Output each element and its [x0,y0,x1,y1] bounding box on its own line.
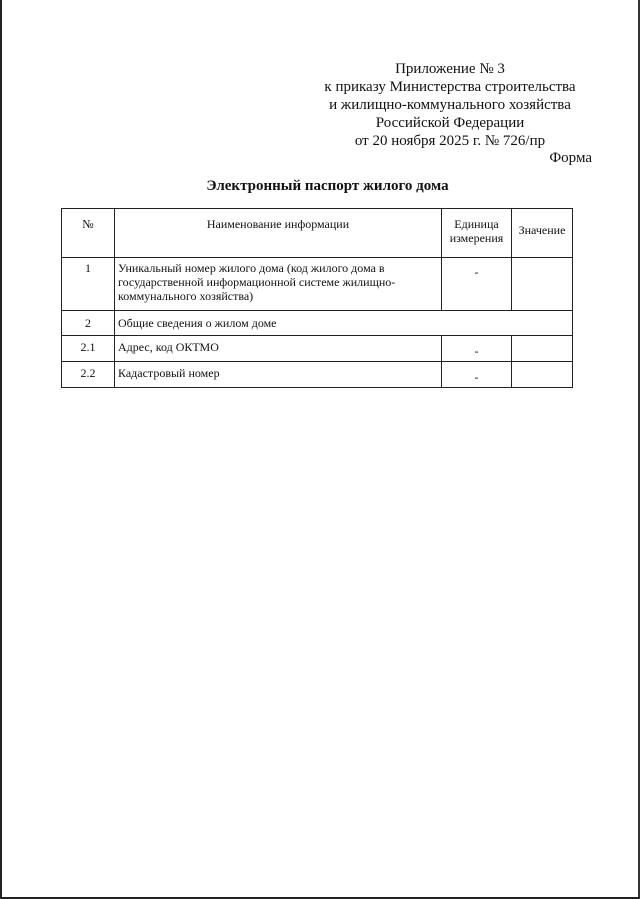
header-name: Наименование информации [115,209,442,258]
section-name: Общие сведения о жилом доме [115,311,573,336]
row-number: 2.1 [62,336,115,362]
document-title: Электронный паспорт жилого дома [206,178,449,194]
table-header-row [62,209,573,258]
table-section-row [62,311,573,336]
header-number: № [62,209,115,258]
table-row [62,258,573,311]
row-name: Кадастровый номер [115,362,442,388]
row-value [512,258,573,311]
header-unit: Единица измерения [442,209,512,258]
page-edge-left [0,0,2,899]
row-name: Уникальный номер жилого дома (код жилого дома в государственной информационной системе жилищно-коммунального хозяйства) [115,258,442,311]
appendix-number: Приложение № 3 [395,61,505,77]
form-label: Форма [549,150,592,166]
row-value [512,336,573,362]
passport-table [61,208,573,388]
table-row [62,336,573,362]
row-name: Адрес, код ОКТМО [115,336,442,362]
row-unit: - [442,336,512,362]
ministry-line: и жилищно-коммунального хозяйства [329,97,571,113]
order-reference-line: к приказу Министерства строительства [324,79,576,95]
appendix-header [300,60,600,150]
row-unit: - [442,362,512,388]
country-line: Российской Федерации [375,115,525,131]
row-number: 2.2 [62,362,115,388]
header-value: Значение [512,209,573,258]
order-date-line: от 20 ноября 2025 г. № 726/пр [354,133,546,149]
row-number: 2 [62,311,115,336]
row-number: 1 [62,258,115,311]
row-unit: - [442,258,512,311]
row-value [512,362,573,388]
table-row [62,362,573,388]
